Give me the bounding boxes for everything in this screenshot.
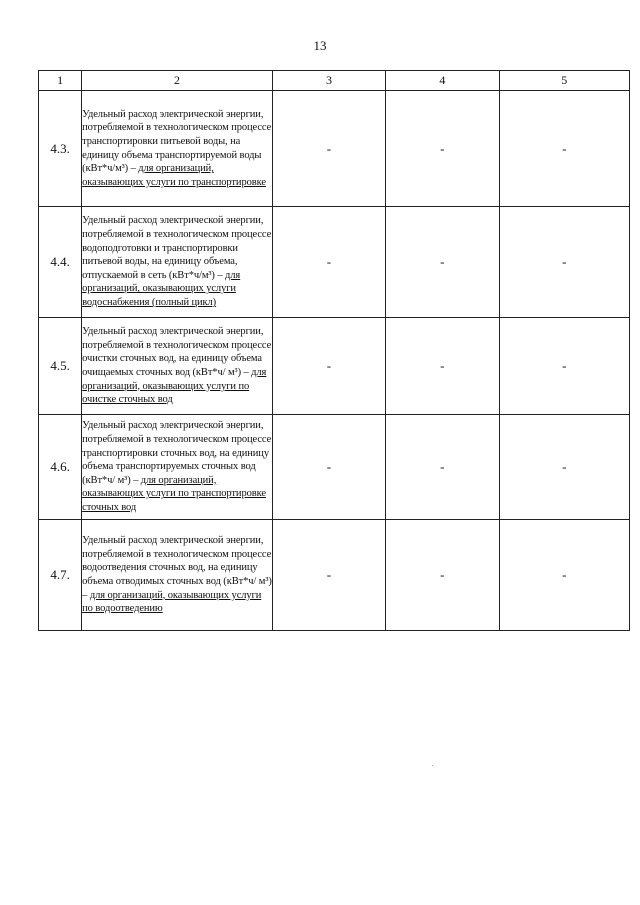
description-text: Удельный расход электрической энергии, потребляемой в технологическом процессе водоотведения сточных вод, на единицу объема отводимых сточных вод (кВт*ч/ м³) – bbox=[82, 535, 272, 601]
description-text: Удельный расход электрической энергии, потребляемой в технологическом процессе транспортировки питьевой воды, на единицу объема транспортируемой воды (кВт*ч/м³) – bbox=[82, 108, 272, 175]
description-underlined-text: для организаций, оказывающих услуги по транспортировке bbox=[82, 163, 266, 188]
value-col3: - bbox=[272, 318, 385, 415]
column-header-2: 2 bbox=[82, 71, 273, 91]
value-col5: - bbox=[499, 520, 629, 631]
row-description bbox=[82, 318, 273, 415]
column-header-1: 1 bbox=[39, 71, 82, 91]
page-number: 13 bbox=[313, 38, 327, 53]
description-underlined-text: для организаций, оказывающих услуги по транспортировке сточных вод bbox=[82, 474, 266, 513]
value-col5: - bbox=[499, 207, 629, 318]
description-text: Удельный расход электрической энергии, потребляемой в технологическом процессе водоподготовки и транспортировки питьевой воды, на единицу объема, отпускаемой в сеть (кВт*ч/м³) – bbox=[82, 215, 272, 281]
value-col5: - bbox=[499, 318, 629, 415]
table-row bbox=[39, 415, 630, 520]
description-underlined-text: для организаций, оказывающих услуги по очистке сточных вод bbox=[82, 367, 267, 406]
column-header-4: 4 bbox=[386, 71, 499, 91]
description-text: Удельный расход электрической энергии, потребляемой в технологическом процессе транспортировки сточных вод, на единицу объема транспортируемых сточных вод (кВт*ч/ м³) – bbox=[82, 420, 272, 486]
table-row bbox=[39, 207, 630, 318]
row-number: 4.7. bbox=[39, 520, 82, 631]
description-underlined-text: для организаций, оказывающих услуги водоснабжения (полный цикл) bbox=[82, 269, 241, 308]
column-header-3: 3 bbox=[272, 71, 385, 91]
table-header-row bbox=[39, 71, 630, 91]
value-col5: - bbox=[499, 415, 629, 520]
table-row bbox=[39, 91, 630, 207]
table-row bbox=[39, 520, 630, 631]
value-col3: - bbox=[272, 415, 385, 520]
indicator-table bbox=[38, 70, 630, 631]
description-text: Удельный расход электрической энергии, потребляемой в технологическом процессе очистки сточных вод, на единицу объема очищаемых сточных вод (кВт*ч/ м³) – bbox=[82, 326, 272, 378]
scan-speck bbox=[432, 765, 433, 766]
description-underlined-text: для организаций, оказывающих услуги по водоотведению bbox=[82, 589, 262, 615]
value-col3: - bbox=[272, 91, 385, 207]
row-description bbox=[82, 207, 273, 318]
value-col4: - bbox=[386, 91, 499, 207]
value-col3: - bbox=[272, 520, 385, 631]
column-header-5: 5 bbox=[499, 71, 629, 91]
value-col4: - bbox=[386, 520, 499, 631]
row-description bbox=[82, 415, 273, 520]
row-number: 4.4. bbox=[39, 207, 82, 318]
row-number: 4.5. bbox=[39, 318, 82, 415]
row-number: 4.6. bbox=[39, 415, 82, 520]
value-col4: - bbox=[386, 207, 499, 318]
value-col4: - bbox=[386, 318, 499, 415]
table-row bbox=[39, 318, 630, 415]
row-description bbox=[82, 91, 273, 207]
row-number: 4.3. bbox=[39, 91, 82, 207]
value-col3: - bbox=[272, 207, 385, 318]
value-col4: - bbox=[386, 415, 499, 520]
value-col5: - bbox=[499, 91, 629, 207]
row-description bbox=[82, 520, 273, 631]
